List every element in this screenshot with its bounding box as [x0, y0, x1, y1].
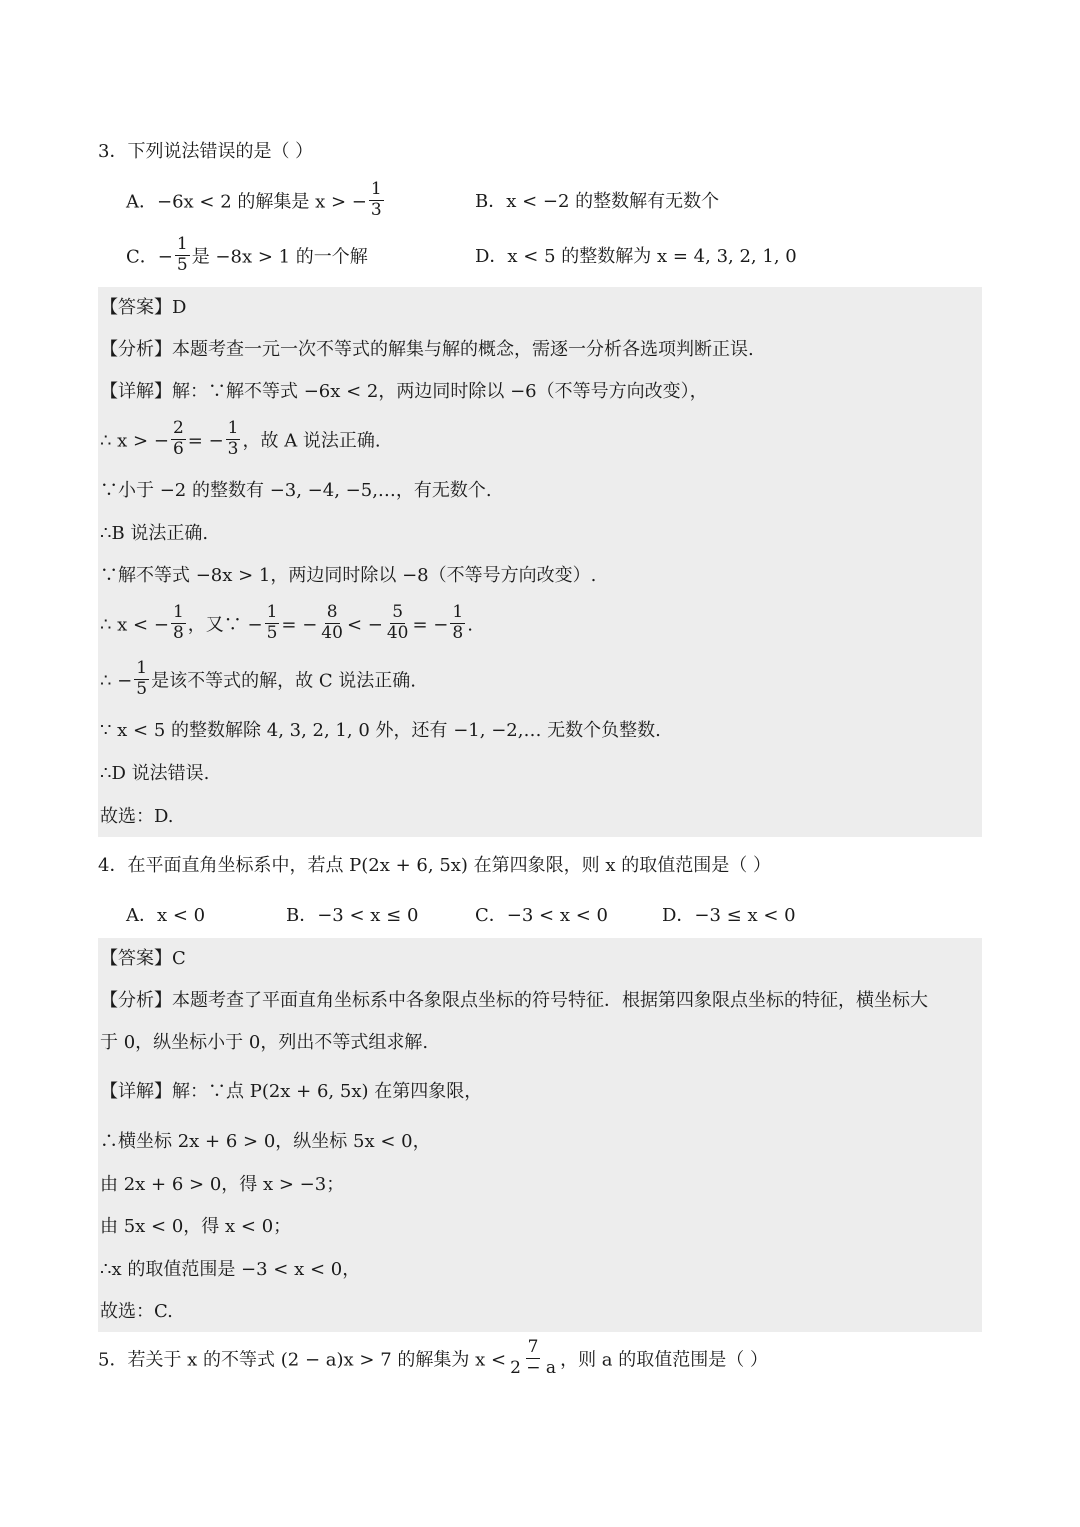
numerator: 1: [227, 418, 239, 438]
denominator: 5: [266, 622, 278, 643]
q3-option-a: [126, 179, 386, 222]
fraction: [226, 420, 241, 459]
option-c-text: 是 −8x > 1 的一个解: [191, 246, 368, 268]
q3-answer: 【答案】D: [100, 297, 187, 318]
q3-detail-9: ∴D 说法错误.: [100, 763, 210, 784]
q4-detail-1: 【详解】解：∵点 P(2x + 6, 5x) 在第四象限，: [100, 1081, 483, 1102]
q4-detail-5: ∴x 的取值范围是 −3 < x < 0，: [100, 1259, 361, 1280]
q3-choose: 故选：D.: [100, 806, 174, 827]
text: = −: [187, 430, 224, 452]
option-a-text: A．−6x < 2 的解集是 x > −: [126, 191, 367, 213]
q3-stem: 3．下列说法错误的是（ ）: [98, 141, 314, 162]
text: 5．若关于 x 的不等式 (2 − a)x > 7 的解集为 x <: [98, 1349, 507, 1371]
denominator: 40: [321, 622, 343, 643]
q4-detail-2: ∴横坐标 2x + 6 > 0，纵坐标 5x < 0，: [100, 1131, 431, 1152]
q3-option-b: B．x < −2 的整数解有无数个: [475, 191, 720, 212]
q4-answer: 【答案】C: [100, 948, 186, 969]
q3-detail-4: ∴B 说法正确.: [100, 523, 209, 544]
q4-stem: 4．在平面直角坐标系中，若点 P(2x + 6, 5x) 在第四象限，则 x 的取值范围是（ ）: [98, 855, 771, 876]
q3-option-c: [126, 234, 368, 277]
text: = −: [281, 614, 318, 636]
q4-option-b: B．−3 < x ≤ 0: [286, 905, 419, 926]
q3-detail-7: [100, 658, 417, 701]
denominator: 8: [452, 622, 464, 643]
fraction: [450, 604, 465, 643]
denominator: 3: [370, 199, 382, 220]
q4-option-c: C．−3 < x < 0: [475, 905, 608, 926]
numerator: 1: [452, 602, 464, 622]
text: 是该不等式的解，故 C 说法正确.: [151, 670, 417, 692]
q4-option-d: D．−3 ≤ x < 0: [662, 905, 796, 926]
q4-detail-3: 由 2x + 6 > 0，得 x > −3；: [100, 1174, 345, 1195]
fraction: [175, 236, 190, 275]
q3-detail-8: ∵ x < 5 的整数解除 4, 3, 2, 1, 0 外，还有 −1, −2,… 无数个负整数.: [100, 720, 661, 741]
text: ，故 A 说法正确.: [242, 430, 381, 452]
fraction: [508, 1339, 558, 1378]
numerator: 2: [172, 418, 184, 438]
text: .: [467, 614, 473, 636]
option-c-label: C．−: [126, 246, 173, 268]
text: ∴ x > −: [100, 430, 169, 452]
denominator: 8: [172, 622, 184, 643]
text: ∴ −: [100, 670, 133, 692]
fraction: [171, 420, 186, 459]
q4-choose: 故选：C.: [100, 1301, 173, 1322]
q3-answer-block: [98, 287, 982, 837]
q4-analysis-1: 【分析】本题考查了平面直角坐标系中各象限点坐标的符号特征．根据第四象限点坐标的特征，横坐标大: [100, 990, 928, 1011]
q4-analysis-2: 于 0，纵坐标小于 0，列出不等式组求解.: [100, 1032, 429, 1053]
q4-detail-4: 由 5x < 0，得 x < 0；: [100, 1216, 292, 1237]
denominator: 40: [386, 622, 409, 643]
fraction: [385, 604, 411, 643]
q3-detail-3: ∵小于 −2 的整数有 −3, −4, −5,…，有无数个.: [100, 480, 492, 501]
denominator: 5: [176, 254, 188, 275]
text: ，又∵ −: [187, 614, 263, 636]
denominator: 5: [136, 678, 148, 699]
denominator: 6: [172, 438, 184, 459]
fraction: [171, 604, 186, 643]
numerator: 5: [392, 602, 404, 622]
text: = −: [412, 614, 449, 636]
denominator: 3: [227, 438, 239, 459]
numerator: 7: [527, 1337, 539, 1357]
q3-option-d: D．x < 5 的整数解为 x = 4, 3, 2, 1, 0: [475, 246, 797, 267]
numerator: 1: [266, 602, 278, 622]
text: < −: [346, 614, 383, 636]
text: ∴ x < −: [100, 614, 169, 636]
fraction: [369, 181, 384, 220]
q3-detail-1: 【详解】解：∵解不等式 −6x < 2，两边同时除以 −6（不等号方向改变），: [100, 381, 708, 402]
q4-option-a: A．x < 0: [126, 905, 206, 926]
numerator: 1: [136, 658, 148, 678]
q3-detail-6: [100, 602, 473, 645]
numerator: 8: [326, 602, 338, 622]
denominator: 2 − a: [510, 1357, 557, 1378]
fraction: [319, 604, 345, 643]
fraction: [265, 604, 280, 643]
numerator: 1: [172, 602, 184, 622]
fraction: [134, 660, 149, 699]
q3-detail-5: ∵解不等式 −8x > 1，两边同时除以 −8（不等号方向改变）.: [100, 565, 597, 586]
numerator: 1: [370, 179, 382, 199]
q3-detail-2: [100, 418, 381, 461]
text: ，则 a 的取值范围是（ ）: [560, 1349, 768, 1371]
q3-analysis: 【分析】本题考查一元一次不等式的解集与解的概念，需逐一分析各选项判断正误.: [100, 339, 754, 360]
numerator: 1: [176, 234, 188, 254]
q5-stem: [98, 1337, 768, 1380]
